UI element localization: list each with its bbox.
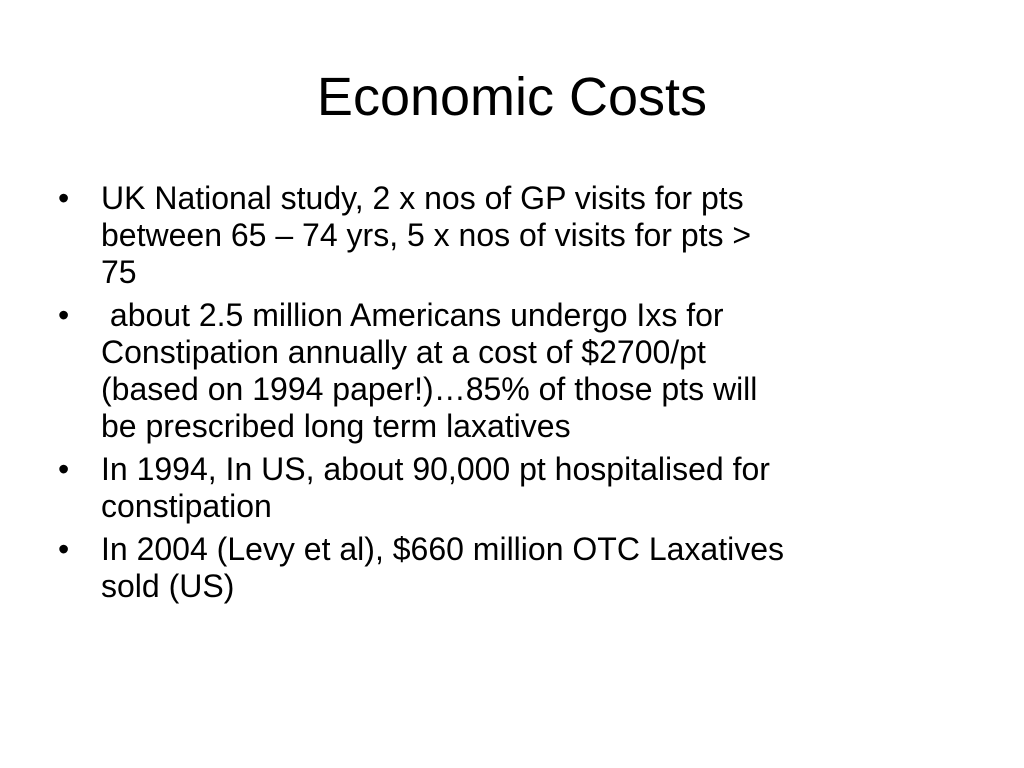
bullet-line: (based on 1994 paper!)…85% of those pts will — [101, 371, 758, 407]
bullet-item — [58, 297, 968, 445]
bullet-icon: • — [58, 180, 70, 216]
bullet-line: UK National study, 2 x nos of GP visits for pts — [101, 180, 744, 216]
bullet-line: sold (US) — [101, 568, 235, 604]
bullet-item — [58, 531, 968, 605]
bullet-line: be prescribed long term laxatives — [101, 408, 571, 444]
bullet-icon: • — [58, 531, 70, 567]
bullet-item — [58, 180, 968, 291]
bullet-line: 75 — [101, 254, 137, 290]
bullet-line: constipation — [101, 488, 272, 524]
bullet-line: about 2.5 million Americans undergo Ixs for — [101, 297, 724, 333]
bullet-line: Constipation annually at a cost of $2700/pt — [101, 334, 706, 370]
bullet-list — [58, 180, 968, 611]
bullet-line: between 65 – 74 yrs, 5 x nos of visits for pts > — [101, 217, 752, 253]
bullet-line: In 2004 (Levy et al), $660 million OTC Laxatives — [101, 531, 784, 567]
bullet-icon: • — [58, 451, 70, 487]
slide-title: Economic Costs — [316, 67, 708, 127]
bullet-item — [58, 451, 968, 525]
bullet-icon: • — [58, 297, 70, 333]
bullet-line: In 1994, In US, about 90,000 pt hospitalised for — [101, 451, 770, 487]
